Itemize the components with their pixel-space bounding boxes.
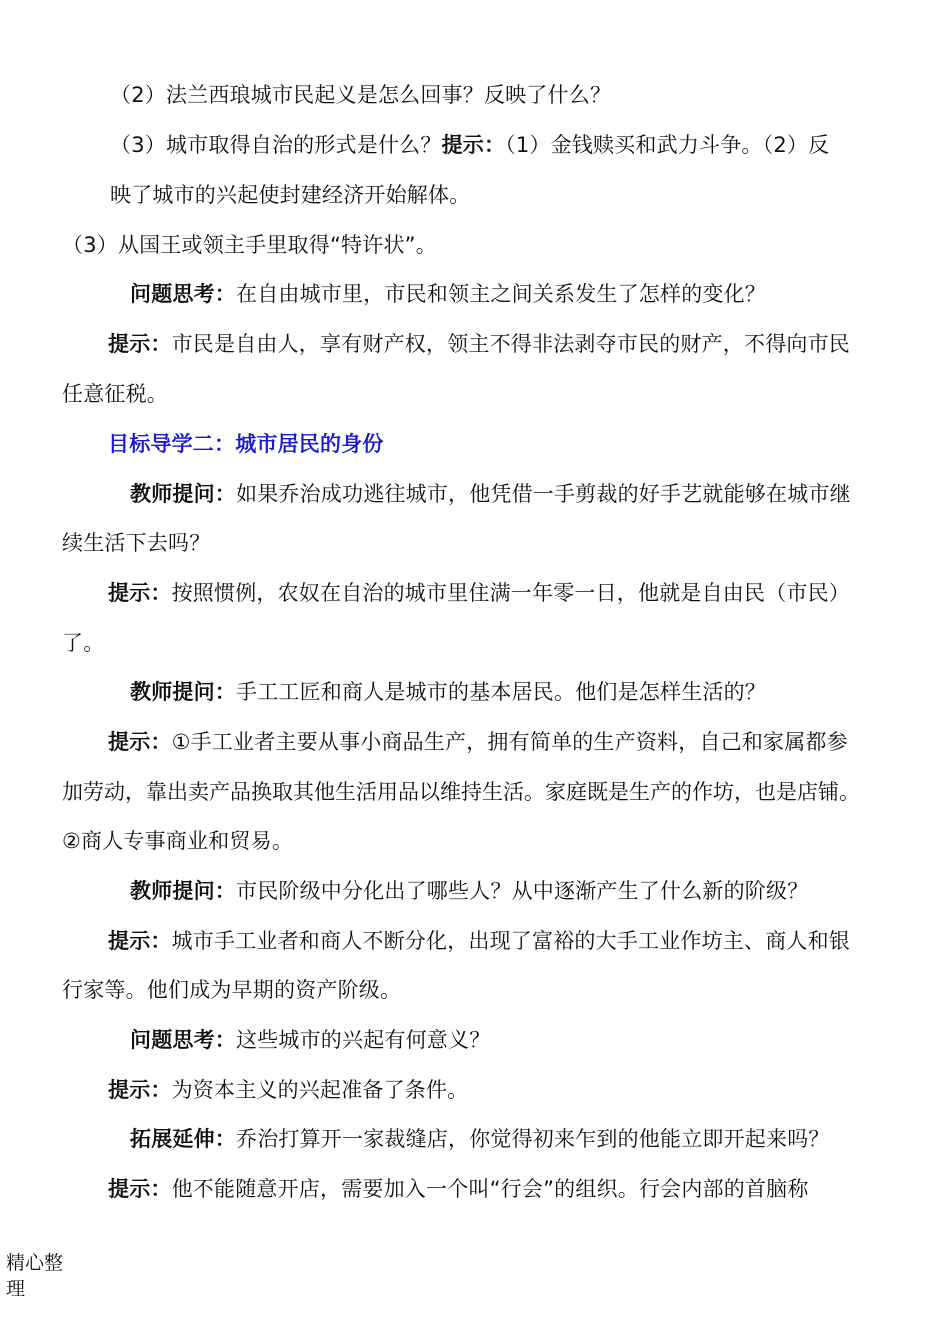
line-text: 城市手工业者和商人不断分化，出现了富裕的大手工业作坊主、商人和银 [171,929,851,953]
paragraph-line [62,528,210,558]
heading-text: 目标导学二：城市居民的身份 [108,432,384,456]
question-line [110,130,829,160]
line-text: 映了城市的兴起使封建经济开始解体。 [110,183,471,207]
line-text: 为资本主义的兴起准备了条件。 [171,1078,469,1102]
line-text: 按照惯例，农奴在自治的城市里住满一年零一日，他就是自由民（市民） [171,581,851,605]
line-text: （2）法兰西琅城市民起义是怎么回事？反映了什么？ [110,83,612,107]
paragraph-line [62,379,168,409]
paragraph-line [130,1025,490,1055]
footer-watermark: 精心整理 [6,1252,64,1300]
line-text: ①手工业者主要从事小商品生产，拥有简单的生产资料，自己和家属都参 [171,730,848,754]
paragraph-line [130,279,766,309]
line-text: （1）金钱赎买和武力斗争。（2）反 [505,133,830,157]
line-text: 任意征税。 [62,382,168,406]
line-text: 他不能随意开店，需要加入一个叫“行会”的组织。行会内部的首脑称 [171,1177,809,1201]
paragraph-line [62,826,293,856]
paragraph-line [108,329,850,359]
section-heading [108,429,384,459]
paragraph-line [108,727,848,757]
hint-label: 提示： [108,929,172,953]
extension-label: 拓展延伸： [130,1127,236,1151]
paragraph-line [108,578,850,608]
hint-label: 提示： [108,1078,172,1102]
hint-label: 提示： [108,1177,172,1201]
line-text: 在自由城市里，市民和领主之间关系发生了怎样的变化？ [236,282,766,306]
paragraph-line [108,1075,468,1105]
paragraph-line [130,677,766,707]
paragraph-line [108,1174,809,1204]
teacher-question-label: 教师提问： [130,879,236,903]
line-text: 乔治打算开一家裁缝店，你觉得初来乍到的他能立即开起来吗？ [236,1127,830,1151]
line-text: 这些城市的兴起有何意义？ [236,1028,491,1052]
paragraph-line [62,975,401,1005]
paragraph-line [108,926,850,956]
paragraph-line [130,1124,830,1154]
line-text: 市民阶级中分化出了哪些人？从中逐渐产生了什么新的阶级？ [236,879,809,903]
line-text: 市民是自由人，享有财产权，领主不得非法剥夺市民的财产，不得向市民 [171,332,851,356]
line-text: ②商人专事商业和贸易。 [62,829,294,853]
paragraph-line [130,479,851,509]
line-text: 了。 [62,631,105,655]
paragraph-line [62,628,104,658]
line-text: （3）从国王或领主手里取得“特许状”。 [62,233,437,257]
paragraph-line [110,180,470,210]
paragraph-line [62,230,437,260]
hint-label: 提示： [108,581,172,605]
thinking-label: 问题思考： [130,1028,236,1052]
teacher-question-label: 教师提问： [130,680,236,704]
line-text: 行家等。他们成为早期的资产阶级。 [62,978,402,1002]
line-text: 加劳动，靠出卖产品换取其他生活用品以维持生活。家庭既是生产的作坊，也是店铺。 [62,780,860,804]
line-text: 手工工匠和商人是城市的基本居民。他们是怎样生活的？ [236,680,766,704]
line-text: 如果乔治成功逃往城市，他凭借一手剪裁的好手艺就能够在城市继 [236,482,851,506]
line-text: 续生活下去吗？ [62,531,211,555]
thinking-label: 问题思考： [130,282,236,306]
paragraph-line [62,777,860,807]
paragraph-line [130,876,808,906]
teacher-question-label: 教师提问： [130,482,236,506]
line-text: （3）城市取得自治的形式是什么？ [110,133,442,157]
hint-label: 提示： [441,133,506,157]
question-line [110,80,611,110]
hint-label: 提示： [108,332,172,356]
hint-label: 提示： [108,730,172,754]
